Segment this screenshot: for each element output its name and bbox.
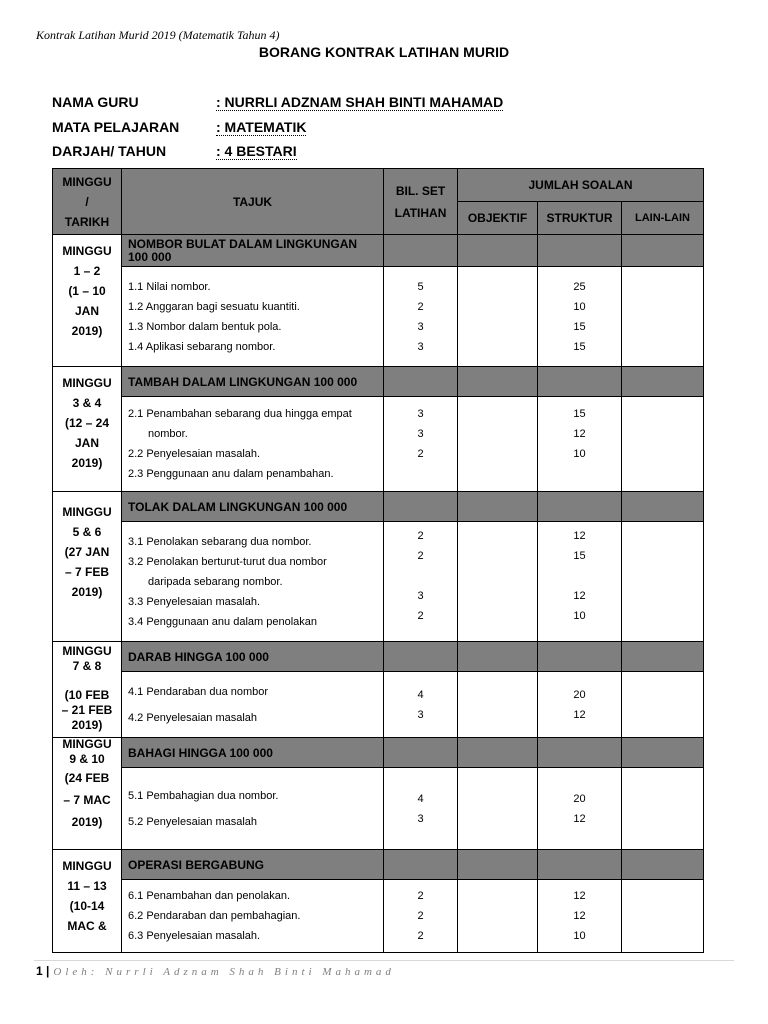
- header-objektif: OBJEKTIF: [458, 202, 538, 235]
- header-bil-set: BIL. SET LATIHAN: [384, 169, 458, 235]
- info-value: : 4 BESTARI: [216, 143, 297, 159]
- subtopic-list: 2.1 Penambahan sebarang dua hingga empat nombor. 2.2 Penyelesaian masalah. 2.3 Penggunaan anu dalam penambahan.: [122, 397, 384, 492]
- page-footer: [36, 964, 395, 978]
- lain-lain-cell: [622, 672, 704, 738]
- bil-set-values: 4 3: [384, 672, 458, 738]
- header-tajuk: TAJUK: [122, 169, 384, 235]
- header-note: Kontrak Latihan Murid 2019 (Matematik Tahun 4): [36, 28, 280, 42]
- subtopic-list: 1.1 Nilai nombor. 1.2 Anggaran bagi sesuatu kuantiti. 1.3 Nombor dalam bentuk pola. 1.4 Aplikasi sebarang nombor.: [122, 267, 384, 367]
- bil-set-values: 5 2 3 3: [384, 267, 458, 367]
- objektif-cell: [458, 522, 538, 642]
- subtopic-list: 4.1 Pendaraban dua nombor 4.2 Penyelesaian masalah: [122, 672, 384, 738]
- objektif-cell: [458, 880, 538, 953]
- topic-heading: NOMBOR BULAT DALAM LINGKUNGAN 100 000: [122, 235, 384, 267]
- struktur-values: 25 10 15 15: [538, 267, 622, 367]
- info-row-class: [52, 143, 297, 159]
- topic-heading: OPERASI BERGABUNG: [122, 850, 384, 880]
- header-lain-lain: LAIN-LAIN: [622, 202, 704, 235]
- objektif-cell: [458, 267, 538, 367]
- week-cell: MINGGU 7 & 8 (10 FEB – 21 FEB 2019): [53, 642, 122, 738]
- subtopic-list: 5.1 Pembahagian dua nombor. 5.2 Penyelesaian masalah: [122, 768, 384, 850]
- topic-heading: BAHAGI HINGGA 100 000: [122, 738, 384, 768]
- week-cell: MINGGU 1 – 2 (1 – 10 JAN 2019): [53, 235, 122, 367]
- header-struktur: STRUKTUR: [538, 202, 622, 235]
- struktur-values: 12 12 10: [538, 880, 622, 953]
- contract-table: [52, 168, 704, 953]
- info-label: NAMA GURU: [52, 94, 139, 110]
- lain-lain-cell: [622, 880, 704, 953]
- objektif-cell: [458, 397, 538, 492]
- bil-set-values: 2 2 3 2: [384, 522, 458, 642]
- info-value: : MATEMATIK: [216, 119, 307, 135]
- topic-heading: TAMBAH DALAM LINGKUNGAN 100 000: [122, 367, 384, 397]
- footer-author: Oleh: Nurrli Adznam Shah Binti Mahamad: [53, 966, 395, 978]
- info-row-guru: [52, 94, 503, 110]
- objektif-cell: [458, 672, 538, 738]
- header-minggu: MINGGU / TARIKH: [53, 169, 122, 235]
- struktur-values: 15 12 10: [538, 397, 622, 492]
- footer-divider: [34, 960, 734, 961]
- subtopic-list: 6.1 Penambahan dan penolakan. 6.2 Pendaraban dan pembahagian. 6.3 Penyelesaian masalah.: [122, 880, 384, 953]
- page-number: 1 |: [36, 964, 50, 978]
- lain-lain-cell: [622, 522, 704, 642]
- page-title: BORANG KONTRAK LATIHAN MURID: [258, 44, 510, 60]
- week-cell: MINGGU 5 & 6 (27 JAN – 7 FEB 2019): [53, 492, 122, 642]
- info-label: MATA PELAJARAN: [52, 119, 180, 135]
- bil-set-values: 3 3 2: [384, 397, 458, 492]
- struktur-values: 12 15 12 10: [538, 522, 622, 642]
- struktur-values: 20 12: [538, 672, 622, 738]
- info-value: : NURRLI ADZNAM SHAH BINTI MAHAMAD: [216, 94, 504, 110]
- header-jumlah-soalan: JUMLAH SOALAN: [458, 169, 704, 202]
- bil-set-values: 4 3: [384, 768, 458, 850]
- info-label: DARJAH/ TAHUN: [52, 143, 167, 159]
- week-cell: MINGGU 11 – 13 (10-14 MAC &: [53, 850, 122, 953]
- objektif-cell: [458, 768, 538, 850]
- subtopic-list: 3.1 Penolakan sebarang dua nombor. 3.2 Penolakan berturut-turut dua nombor daripada sebarang nombor. 3.3 Penyelesaian masalah. 3.4 Penggunaan anu dalam penolakan: [122, 522, 384, 642]
- week-cell: MINGGU 9 & 10 (24 FEB – 7 MAC 2019): [53, 738, 122, 850]
- lain-lain-cell: [622, 768, 704, 850]
- week-cell: MINGGU 3 & 4 (12 – 24 JAN 2019): [53, 367, 122, 492]
- struktur-values: 20 12: [538, 768, 622, 850]
- lain-lain-cell: [622, 397, 704, 492]
- topic-heading: TOLAK DALAM LINGKUNGAN 100 000: [122, 492, 384, 522]
- info-row-subject: [52, 119, 306, 135]
- bil-set-values: 2 2 2: [384, 880, 458, 953]
- lain-lain-cell: [622, 267, 704, 367]
- topic-heading: DARAB HINGGA 100 000: [122, 642, 384, 672]
